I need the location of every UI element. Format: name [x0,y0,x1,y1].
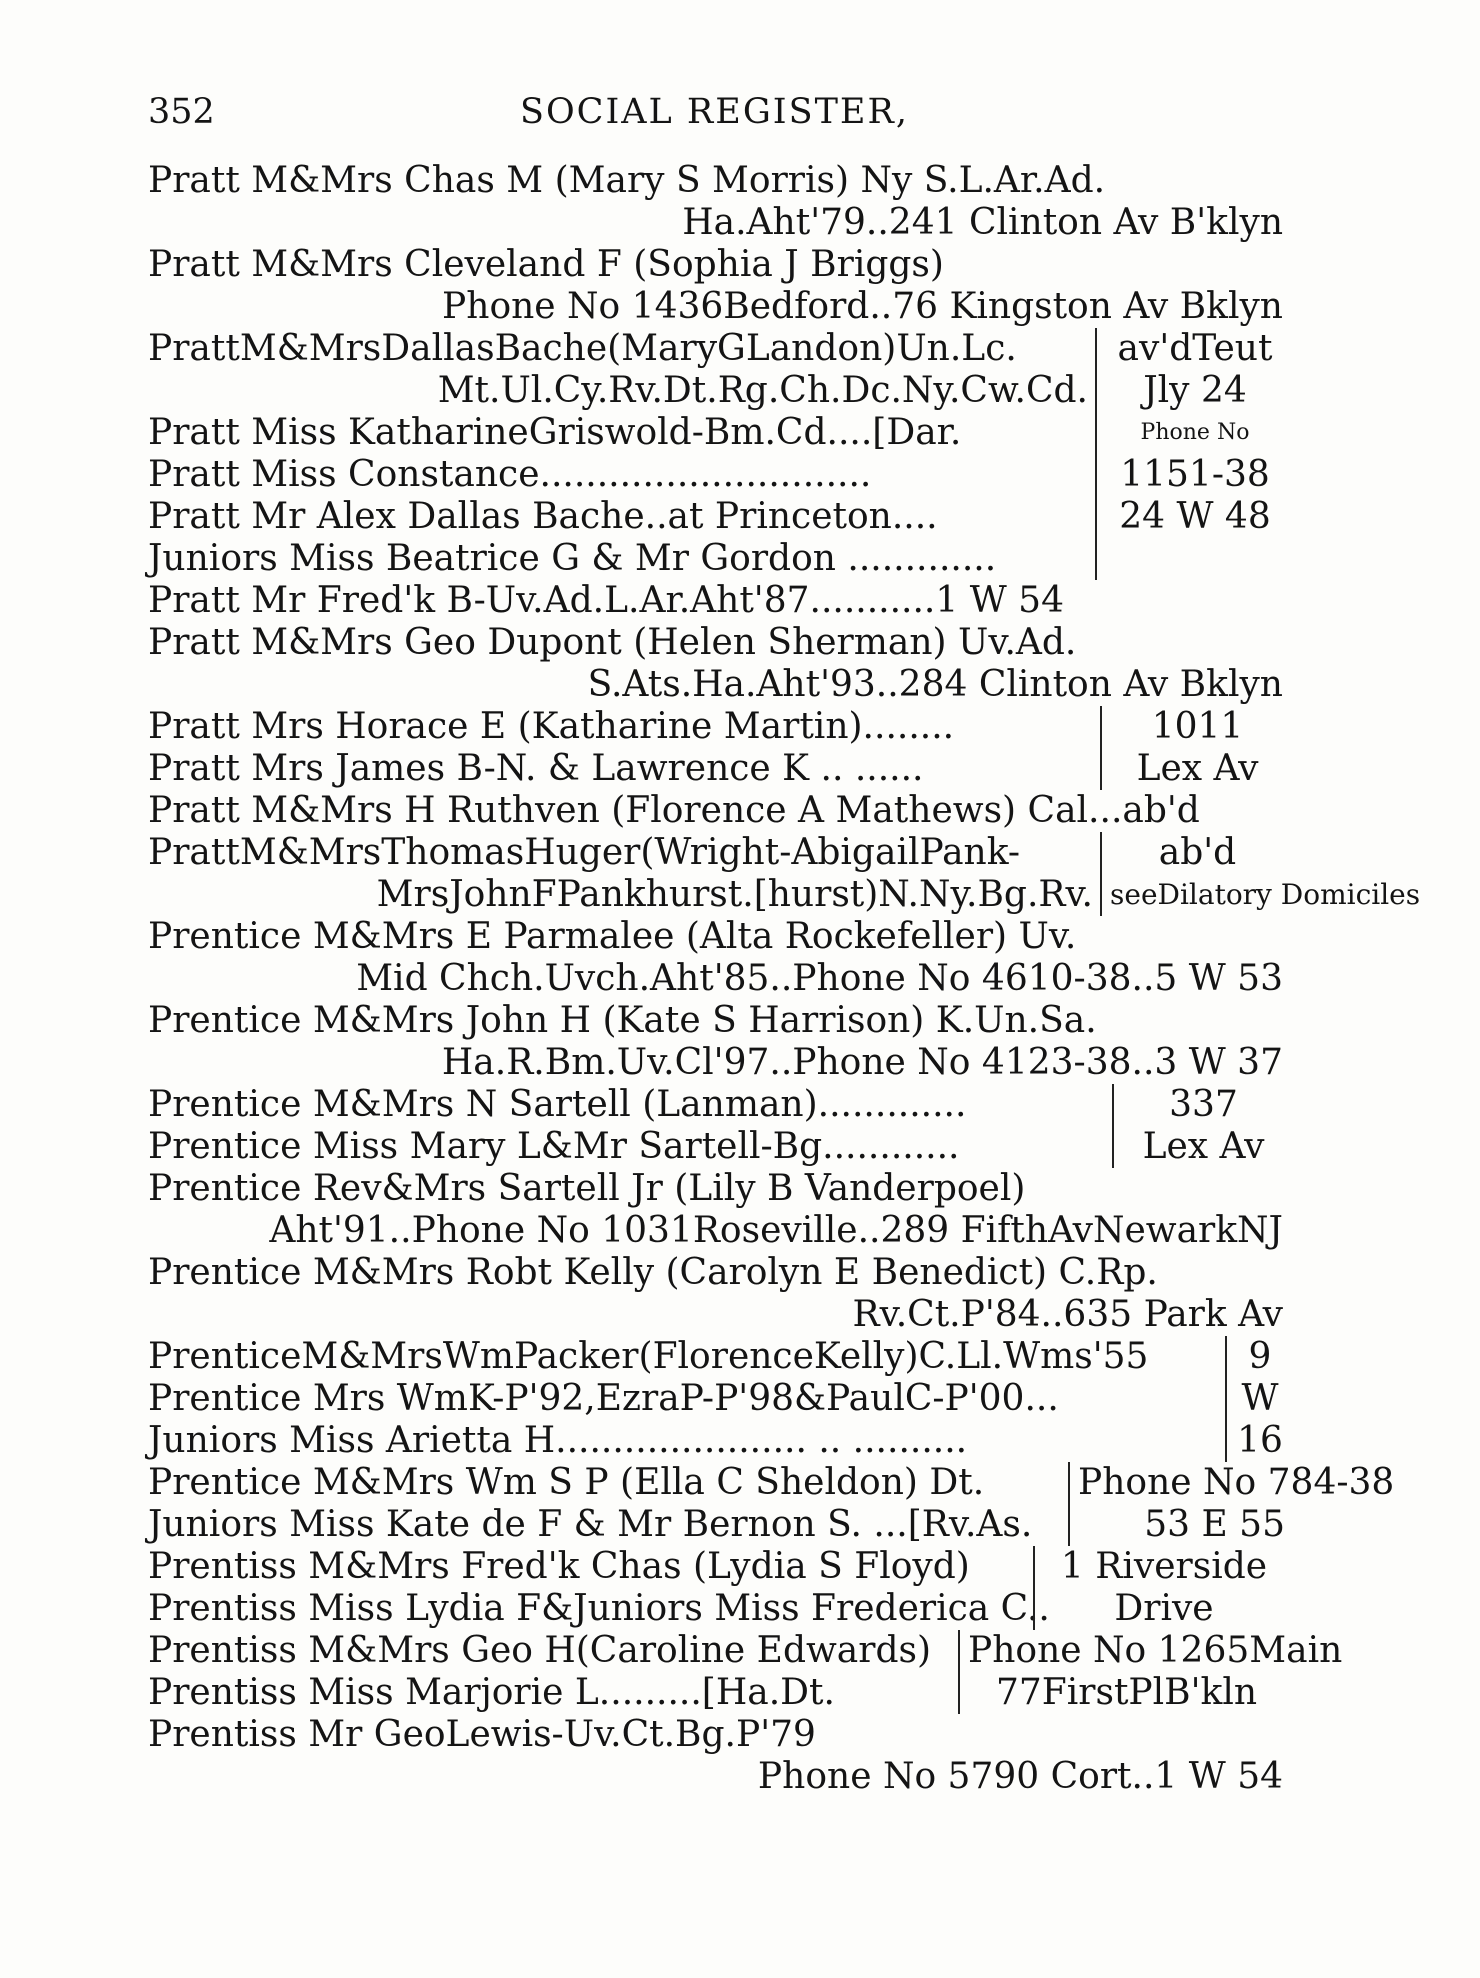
entry-line: S.Ats.Ha.Aht'93..284 Clinton Av Bklyn [587,664,1283,705]
entry-line: Prentice M&Mrs John H (Kate S Harrison) K.Un.Sa. [148,1000,1097,1041]
entry-line: Pratt Mr Alex Dallas Bache..at Princeton.... [148,496,938,537]
page-number: 352 [148,92,215,132]
address-bracket [1112,1084,1285,1168]
entry-line: Prentice M&Mrs N Sartell (Lanman)............. [148,1084,967,1125]
entry-line: Prentiss M&Mrs Geo H(Caroline Edwards) [148,1630,932,1671]
address-bracket [1068,1462,1395,1546]
aside-line: 1011 [1151,706,1244,747]
entry-line: Mid Chch.Uvch.Aht'85..Phone No 4610-38..5 W 53 [356,958,1283,999]
address-bracket [1095,328,1285,580]
aside-line: Lex Av [1136,748,1259,789]
entry-line: Prentiss Miss Marjorie L.........[Ha.Dt. [148,1672,835,1713]
entry-line: Ha.Aht'79..241 Clinton Av B'klyn [682,202,1283,243]
entry-line: Prentiss Miss Lydia F&Juniors Miss Frederica C.. [148,1588,1050,1629]
aside-line: ab'd [1158,832,1237,873]
entry-line: Rv.Ct.P'84..635 Park Av [852,1294,1283,1335]
aside-line: Phone No 784-38 [1078,1462,1395,1503]
entry-line: Pratt Mrs James B-N. & Lawrence K .. ...... [148,748,924,789]
aside-line: 1151-38 [1120,454,1270,495]
aside-line: 77FirstPlB'kln [995,1672,1258,1713]
entry-line: Pratt M&Mrs Cleveland F (Sophia J Briggs) [148,244,944,285]
entry-line: Pratt Mrs Horace E (Katharine Martin)........ [148,706,955,747]
entry-line: Phone No 5790 Cort..1 W 54 [757,1756,1283,1797]
entry-line: Phone No 1436Bedford..76 Kingston Av Bklyn [442,286,1283,327]
address-bracket [1225,1336,1285,1462]
entry-line: Prentice M&Mrs Wm S P (Ella C Sheldon) Dt. [148,1462,985,1503]
entry-line: MrsJohnFPankhurst.[hurst)N.Ny.Bg.Rv. [376,874,1093,915]
aside-line: Phone No 1265Main [968,1630,1343,1671]
entry-line: Prentice Miss Mary L&Mr Sartell-Bg............ [148,1126,960,1167]
aside-line: Drive [1114,1588,1214,1629]
entry-line: Pratt Miss KatharineGriswold-Bm.Cd....[Dar. [148,412,962,453]
page-header [148,92,1283,142]
entry-line: Juniors Miss Arietta H...................... .. .......... [148,1420,968,1461]
entry-line: PrattM&MrsDallasBache(MaryGLandon)Un.Lc. [148,328,1017,369]
entry-line: Pratt Miss Constance............................. [148,454,872,495]
entry-line: Prentice M&Mrs Robt Kelly (Carolyn E Benedict) C.Rp. [148,1252,1158,1293]
entry-line: Prentiss M&Mrs Fred'k Chas (Lydia S Floyd) [148,1546,970,1587]
aside-line: Lex Av [1142,1126,1265,1167]
address-bracket [958,1630,1343,1714]
entry-line: Prentiss Mr GeoLewis-Uv.Ct.Bg.P'79 [148,1714,816,1755]
entry-line: Juniors Miss Kate de F & Mr Bernon S. ...[Rv.As. [148,1504,1033,1545]
aside-line: 337 [1169,1084,1238,1125]
aside-line: Phone No [1140,420,1250,445]
aside-line: av'dTeut [1117,328,1273,369]
aside-line: 16 [1237,1420,1283,1461]
entry-line: Prentice Mrs WmK-P'92,EzraP-P'98&PaulC-P'00... [148,1378,1059,1419]
entry-line: Pratt Mr Fred'k B-Uv.Ad.L.Ar.Aht'87...........1 W 54 [148,580,1064,621]
entry-line: Prentice Rev&Mrs Sartell Jr (Lily B Vanderpoel) [148,1168,1026,1209]
aside-line: seeDilatory Domiciles [1110,878,1421,911]
address-bracket [1100,832,1421,916]
entry-line: Pratt M&Mrs Geo Dupont (Helen Sherman) Uv.Ad. [148,622,1077,663]
entry-line: Ha.R.Bm.Uv.Cl'97..Phone No 4123-38..3 W 37 [441,1042,1283,1083]
entry-line: Prentice M&Mrs E Parmalee (Alta Rockefeller) Uv. [148,916,1077,957]
entry-line: Pratt M&Mrs Chas M (Mary S Morris) Ny S.L.Ar.Ad. [148,160,1106,201]
aside-line: 9 [1248,1336,1272,1377]
entry-line: PrenticeM&MrsWmPacker(FlorenceKelly)C.Ll.Wms'55 [148,1336,1149,1377]
entry-line: Juniors Miss Beatrice G & Mr Gordon ............. [148,538,997,579]
aside-line: W [1241,1378,1279,1419]
entry-line: Mt.Ul.Cy.Rv.Dt.Rg.Ch.Dc.Ny.Cw.Cd. [437,370,1088,411]
address-bracket [1033,1546,1285,1630]
aside-line: 53 E 55 [1144,1504,1285,1545]
entry-line: Pratt M&Mrs H Ruthven (Florence A Mathews) Cal...ab'd [148,790,1200,831]
aside-line: 1 Riverside [1060,1546,1268,1587]
address-bracket [1100,706,1285,790]
aside-line: Jly 24 [1143,370,1247,411]
entry-line: PrattM&MrsThomasHuger(Wright-AbigailPank- [148,832,1021,873]
aside-line: 24 W 48 [1119,496,1271,537]
entry-line: Aht'91..Phone No 1031Roseville..289 FifthAvNewarkNJ [269,1210,1283,1251]
running-title: SOCIAL REGISTER, [520,92,909,132]
